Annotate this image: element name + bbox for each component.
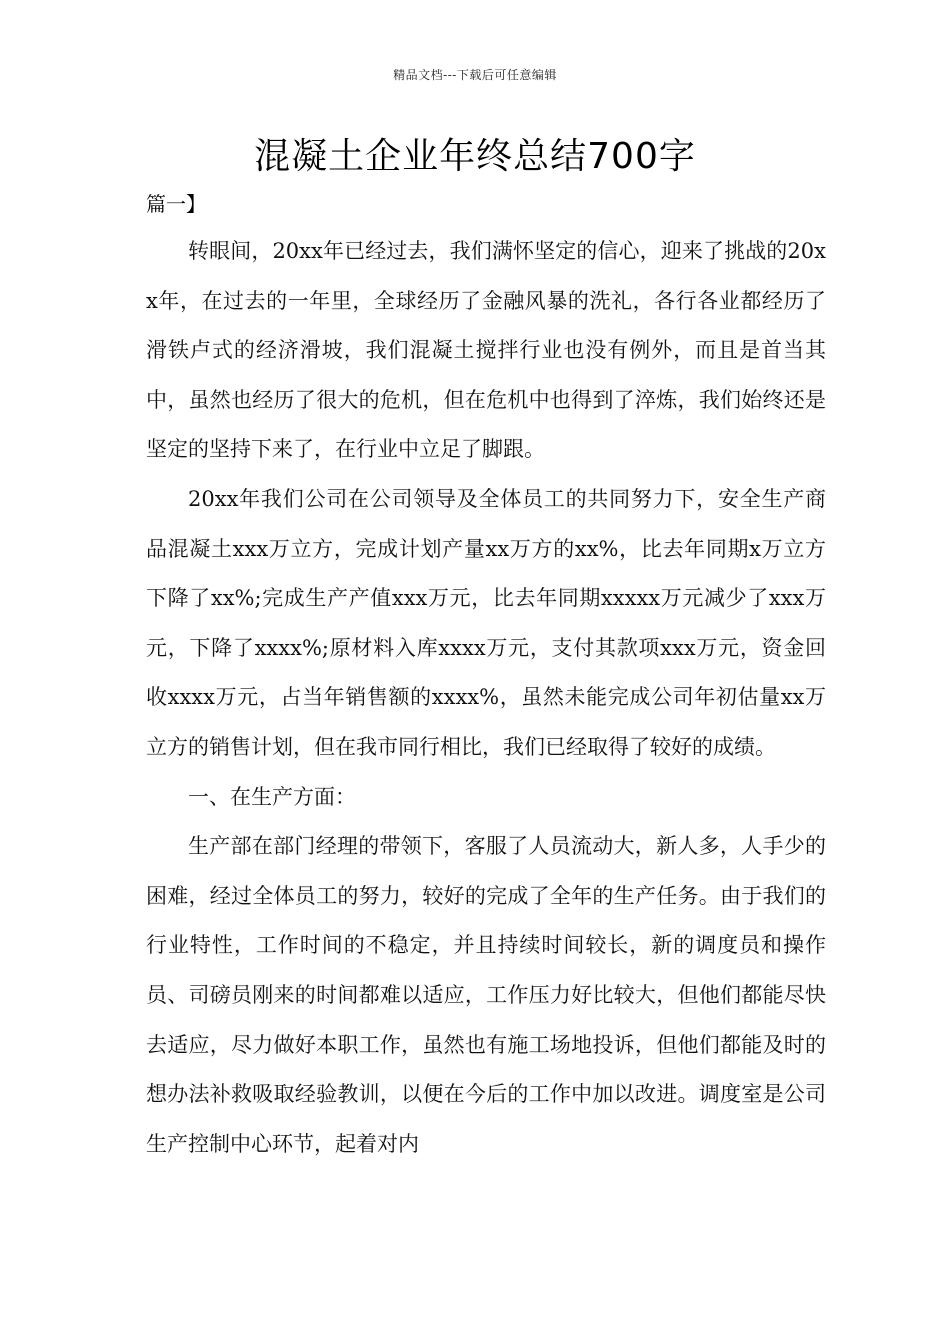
paragraph-results: 20xx年我们公司在公司领导及全体员工的共同努力下，安全生产商品混凝土xxx万立方，完成计划产量xx万方的xx%，比去年同期x万立方下降了xx%;完成生产产值xxx万元，比去年同期xxxxx万元减少了xxx万元，下降了xxxx%;原材料入库xxxx万元，支付其款项xxx万元，资金回收xxxx万元，占当年销售额的xxxx%，虽然未能完成公司年初估量xx万立方的销售计划，但在我市同行相比，我们已经取得了较好的成绩。 <box>146 486 826 759</box>
section-heading-production: 一、在生产方面： <box>188 784 356 809</box>
body-text <box>146 227 826 1169</box>
header-note: 精品文档---下载后可任意编辑 <box>393 68 557 82</box>
paragraph-intro: 转眼间，20xx年已经过去，我们满怀坚定的信心，迎来了挑战的20xx年，在过去的一年里，全球经历了金融风暴的洗礼，各行各业都经历了滑铁卢式的经济滑坡，我们混凝土搅拌行业也没有例外，而且是首当其中，虽然也经历了很大的危机，但在危机中也得到了淬炼，我们始终还是坚定的坚持下来了，在行业中立足了脚跟。 <box>146 239 826 462</box>
section-label: 篇一】 <box>146 192 206 216</box>
paragraph-production: 生产部在部门经理的带领下，客服了人员流动大，新人多，人手少的困难，经过全体员工的努力，较好的完成了全年的生产任务。由于我们的行业特性，工作时间的不稳定，并且持续时间较长，新的调度员和操作员、司磅员刚来的时间都难以适应，工作压力好比较大，但他们都能尽快去适应，尽力做好本职工作，虽然也有施工场地投诉，但他们都能及时的想办法补救吸取经验教训，以便在今后的工作中加以改进。调度室是公司生产控制中心环节，起着对内 <box>146 834 826 1156</box>
document-title: 混凝土企业年终总结700字 <box>254 136 696 177</box>
